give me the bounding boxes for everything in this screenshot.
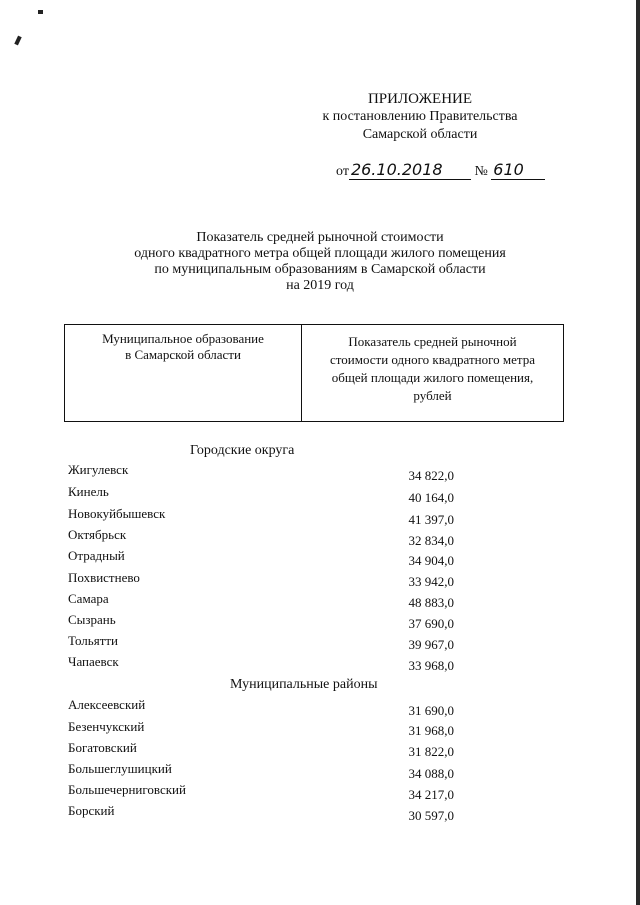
annex-block <box>320 90 520 144</box>
row-value: 31 822,0 <box>408 744 454 759</box>
title-line: по муниципальным образованиям в Самарской области <box>154 262 486 277</box>
ref-from-prefix: от <box>336 164 349 179</box>
table-row <box>68 654 454 672</box>
row-name: Тольятти <box>68 633 119 648</box>
row-value: 37 690,0 <box>408 616 454 631</box>
header-text: в Самарской области <box>125 347 241 362</box>
scan-speck <box>14 36 21 46</box>
header-text: рублей <box>413 388 452 403</box>
annex-title: ПРИЛОЖЕНИЕ <box>367 91 473 107</box>
scan-speck <box>38 10 43 14</box>
section-heading: Муниципальные районы <box>230 677 378 692</box>
row-name: Большечерниговский <box>68 782 186 797</box>
table-row <box>68 570 454 588</box>
table-row <box>68 803 454 821</box>
scan-edge <box>636 0 640 905</box>
annex-line: Самарской области <box>362 127 478 142</box>
table-row <box>68 761 454 779</box>
row-name: Похвистнево <box>68 570 140 585</box>
handwritten-date: 26.10.2018 <box>349 160 471 180</box>
header-municipality <box>65 325 302 421</box>
row-name: Богатовский <box>68 740 137 755</box>
table-header <box>64 324 564 422</box>
table-row <box>68 527 454 548</box>
table-row <box>68 782 454 800</box>
resolution-reference <box>336 160 545 180</box>
table-row <box>68 591 454 609</box>
row-value: 30 597,0 <box>408 808 454 823</box>
title-line: на 2019 год <box>286 278 354 293</box>
row-name: Сызрань <box>68 612 116 627</box>
table-row <box>68 484 454 505</box>
row-name: Самара <box>68 591 109 606</box>
annex-line: к постановлению Правительства <box>322 109 518 124</box>
ref-number-sign: № <box>474 164 488 179</box>
row-value: 33 942,0 <box>408 574 454 589</box>
table-row <box>68 548 454 566</box>
table-row <box>68 697 454 718</box>
header-text: Муниципальное образование <box>102 331 264 346</box>
row-name: Алексеевский <box>68 697 146 712</box>
header-text: общей площади жилого помещения, <box>331 370 534 385</box>
table-row <box>68 719 454 737</box>
table-row <box>68 740 454 758</box>
row-value: 32 834,0 <box>408 533 454 548</box>
table-row <box>68 612 454 630</box>
row-value: 34 904,0 <box>408 553 454 568</box>
row-value: 34 088,0 <box>408 766 454 781</box>
table-row <box>68 462 454 483</box>
title-line: одного квадратного метра общей площади жилого помещения <box>134 246 506 261</box>
row-name: Отрадный <box>68 548 125 563</box>
title-line: Показатель средней рыночной стоимости <box>196 230 444 245</box>
row-value: 40 164,0 <box>408 490 454 505</box>
header-text: Показатель средней рыночной <box>348 334 517 349</box>
header-text: стоимости одного квадратного метра <box>329 352 535 367</box>
table-row <box>68 633 454 651</box>
row-name: Новокуйбышевск <box>68 506 166 521</box>
document-title <box>100 230 540 294</box>
row-value: 34 217,0 <box>408 787 454 802</box>
row-name: Октябрьск <box>68 527 127 542</box>
row-name: Большеглушицкий <box>68 761 172 776</box>
row-value: 31 690,0 <box>408 703 454 718</box>
table-row <box>68 506 454 527</box>
row-name: Безенчукский <box>68 719 145 734</box>
row-value: 41 397,0 <box>408 512 454 527</box>
row-name: Чапаевск <box>68 654 119 669</box>
row-value: 33 968,0 <box>408 658 454 673</box>
row-value: 48 883,0 <box>408 595 454 610</box>
row-name: Борский <box>68 803 115 818</box>
header-indicator <box>302 325 563 421</box>
handwritten-number: 610 <box>491 160 545 180</box>
row-name: Жигулевск <box>68 462 129 477</box>
row-value: 31 968,0 <box>408 723 454 738</box>
section-heading: Городские округа <box>190 443 295 458</box>
row-value: 39 967,0 <box>408 637 454 652</box>
row-value: 34 822,0 <box>408 468 454 483</box>
row-name: Кинель <box>68 484 109 499</box>
